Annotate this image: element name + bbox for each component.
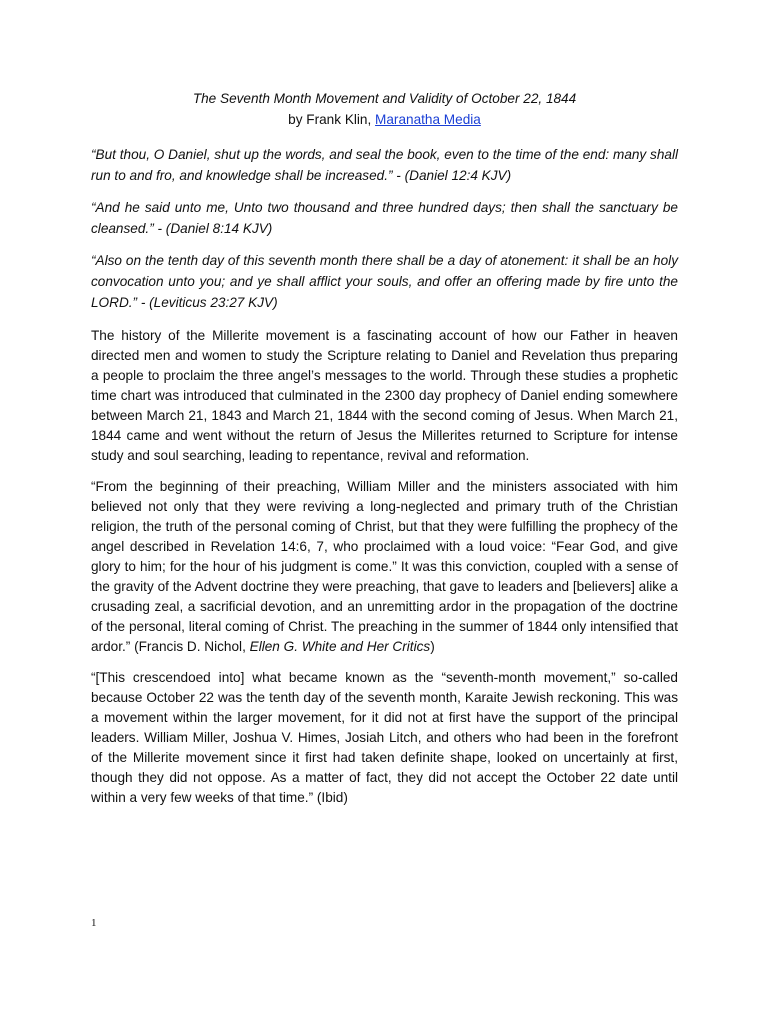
- scripture-quote-daniel-8-14: [91, 197, 678, 239]
- document-title: The Seventh Month Movement and Validity of October 22, 1844: [192, 91, 577, 106]
- quote-text: “And he said unto me, Unto two thousand and three hundred days; then shall the sanctuary be cleansed.”: [91, 200, 678, 236]
- paragraph-millerite-history: The history of the Millerite movement is a fascinating account of how our Father in heaven directed men and women to study the Scripture relating to Daniel and Revelation thus preparing a people to proclaim the three angel’s messages to the world. Through these studies a prophetic time chart was introduced that culminated in the 2300 day prophecy of Daniel ending somewhere between March 21, 1843 and March 21, 1844 with the second coming of Jesus. When March 21, 1844 came and went without the return of Jesus the Millerites returned to Scripture for intense study and soul searching, leading to repentance, revival and reformation.: [91, 328, 678, 463]
- byline-author: by Frank Klin,: [288, 112, 376, 127]
- paragraph-closing: ): [430, 639, 435, 654]
- byline: [91, 109, 678, 130]
- paragraph-seventh-month-movement: “[This crescendoed into] what became known as the “seventh-month movement,” so-called because October 22 was the tenth day of the seventh month, Karaite Jewish reckoning. This was a movement within the larger movement, for it did not at first have the support of the principal leaders. William Miller, Joshua V. Himes, Josiah Litch, and others who had been in the forefront of the Millerite movement since it first had taken definite shape, looked on uncertainly at first, though they did not oppose. As a matter of fact, they did not accept the October 22 date until within a very few weeks of that time.” (Ibid): [91, 670, 678, 805]
- paragraph-text: “From the beginning of their preaching, William Miller and the ministers associated with him believed not only that they were reviving a long-neglected and primary truth of the Christian religion, the truth of the personal coming of Christ, but that they were fulfilling the prophecy of the angel described in Revelation 14:6, 7, who proclaimed with a loud voice: “Fear God, and give glory to him; for the hour of his judgment is come.” It was this conviction, coupled with a sense of the gravity of the Advent doctrine they were preaching, that gave to leaders and [believers] alike a crusading zeal, a sacrificial devotion, and an unremitting ardor in the propagation of the doctrine of the personal, literal coming of Christ. The preaching in the summer of 1844 only intensified that ardor.” (Francis D. Nichol,: [91, 479, 678, 654]
- maranatha-media-link[interactable]: Maranatha Media: [375, 112, 481, 127]
- document-page: [91, 88, 678, 808]
- paragraph-nichol-quote: [91, 477, 678, 657]
- scripture-quote-daniel-12-4: [91, 144, 678, 186]
- scripture-quote-leviticus-23-27: [91, 250, 678, 313]
- page-number: 1: [91, 917, 97, 929]
- quote-reference: - (Daniel 12:4 KJV): [392, 168, 512, 183]
- book-title: Ellen G. White and Her Critics: [249, 639, 431, 654]
- quote-text: “Also on the tenth day of this seventh month there shall be a day of atonement: it shall be an holy convocation unto you; and ye shall afflict your souls, and offer an offering made by fire unto the LORD.”: [91, 253, 678, 310]
- quote-reference: - (Leviticus 23:27 KJV): [137, 295, 278, 310]
- quote-reference: - (Daniel 8:14 KJV): [153, 221, 273, 236]
- quote-text: “But thou, O Daniel, shut up the words, and seal the book, even to the time of the end: many shall run to and fro, and knowledge shall be increased.”: [91, 147, 678, 183]
